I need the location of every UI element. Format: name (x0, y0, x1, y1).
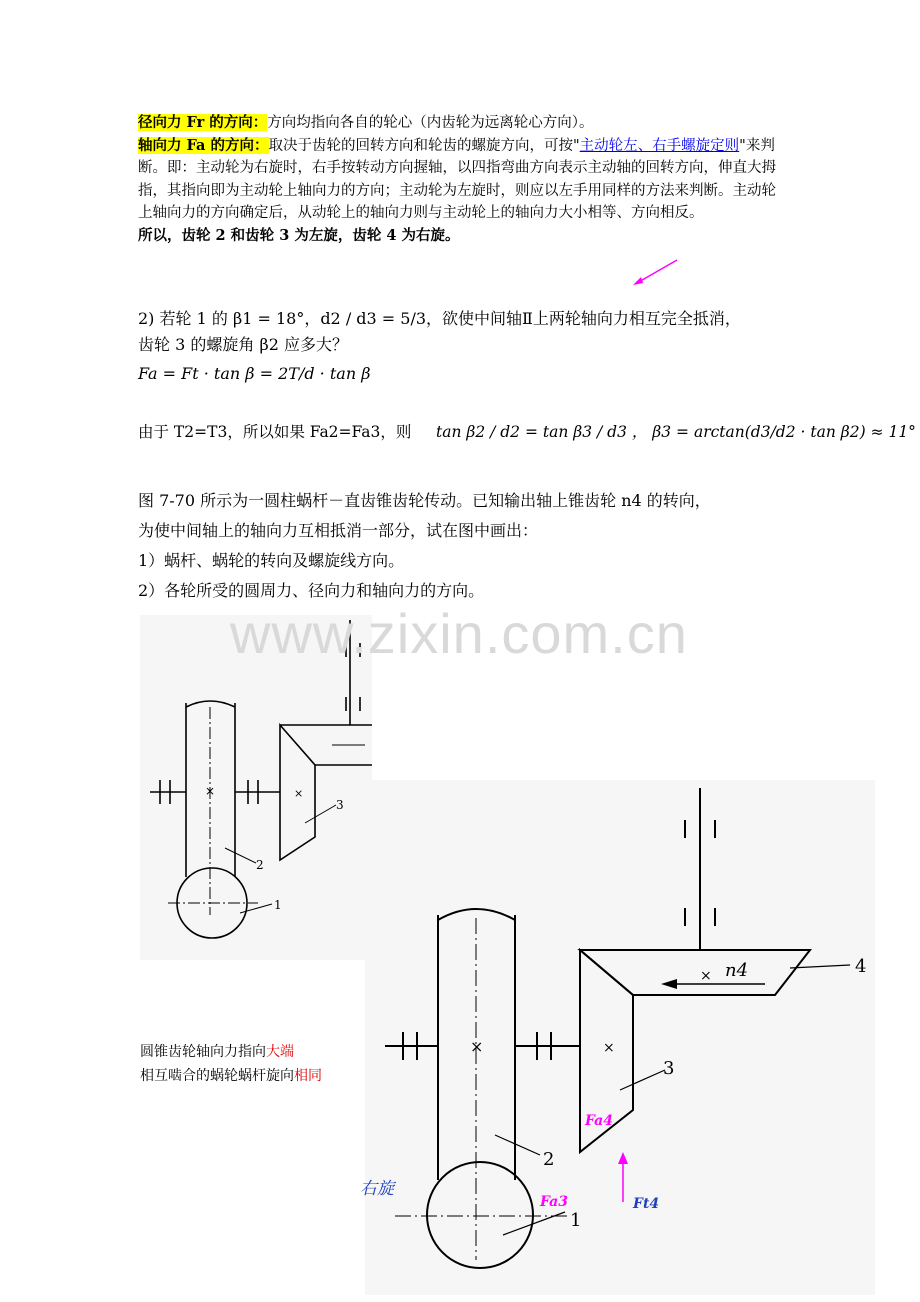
axial-force-text-2: "来判断。即：主动轮为右旋时，右手按转动方向握轴，以四指弯曲方向表示主动轴的回转方向，伸直大拇指，其指向即为主动轮上轴向力的方向；主动轮为左旋时，则应以左手用同样的方法来判断。主动轮上轴向力的方向确定后，从动轮上的轴向力则与主动轮上的轴向力大小相等、方向相反。 (138, 137, 776, 221)
cross-mark-3: × (603, 1040, 615, 1056)
problem-line-1: 图 7-70 所示为一圆柱蜗杆－直齿锥齿轮传动。已知输出轴上锥齿轮 n4 的转向， (138, 491, 711, 510)
problem-item-2: 2）各轮所受的圆周力、径向力和轴向力的方向。 (138, 581, 485, 600)
original-figure (140, 615, 372, 960)
annotated-figure (360, 780, 875, 1295)
balance-formula-equation: tan β2 / d2 = tan β3 / d3 ， β3 = arctan(d3/d2 · tan β2) ≈ 11° (435, 423, 916, 441)
fa4-label: Fa4 (585, 1113, 613, 1129)
small-label-1: 1 (274, 898, 282, 912)
question-2-line-2: 齿轮 3 的螺旋角 β2 应多大？ (138, 335, 348, 354)
note-big-end: 大端 (266, 1044, 294, 1060)
small-label-2: 2 (256, 858, 264, 872)
note-same: 相同 (294, 1068, 322, 1084)
note-line-1 (140, 1040, 322, 1064)
axial-force-text-1: 取决于齿轮的回转方向和轮齿的螺旋方向，可按" (268, 137, 580, 154)
note-line-2-text: 相互啮合的蜗轮蜗杆旋向 (140, 1068, 294, 1084)
balance-formula-prefix: 由于 T2=T3，所以如果 Fa2=Fa3，则 (138, 423, 412, 441)
note-line-2 (140, 1064, 322, 1088)
problem-line-2: 为使中间轴上的轴向力互相抵消一部分，试在图中画出： (138, 521, 539, 540)
radial-force-label: 径向力 Fr 的方向： (138, 114, 268, 131)
right-hand-label: 右旋 (360, 1179, 394, 1199)
conclusion-text: 所以，齿轮 2 和齿轮 3 为左旋，齿轮 4 为右旋。 (138, 226, 460, 244)
note (140, 1040, 322, 1088)
problem-statement (138, 486, 788, 606)
n4-speed-label: n4 (725, 960, 749, 981)
small-cross-label: × (205, 784, 216, 798)
ft4-label: Ft4 (633, 1196, 660, 1212)
cross-mark-4: × (700, 968, 712, 984)
label-3: 3 (663, 1058, 675, 1079)
small-cross-label-3: × (294, 787, 304, 800)
force-direction-section (138, 112, 788, 247)
axial-force-paragraph (138, 135, 788, 225)
axial-force-label: 轴向力 Fa 的方向： (138, 136, 269, 154)
watermark: www.zixin.com.cn (230, 602, 688, 665)
label-2: 2 (543, 1149, 555, 1170)
problem-item-1: 1）蜗杆、蜗轮的转向及螺旋线方向。 (138, 551, 405, 570)
fa3-label: Fa3 (540, 1194, 568, 1210)
annotated-figure-background (365, 780, 875, 1295)
radial-force-text: 方向均指向各自的轮心（内齿轮为远离轮心方向）。 (267, 115, 594, 131)
pointer-arrow-icon (625, 255, 685, 290)
cross-mark-2: × (470, 1037, 484, 1056)
label-4: 4 (855, 956, 867, 977)
question-2 (138, 306, 741, 358)
balance-formula (138, 420, 916, 442)
question-2-line-1: 2) 若轮 1 的 β1 = 18°，d2 / d3 = 5/3，欲使中间轴Ⅱ上两轮轴向力相互完全抵消， (138, 309, 741, 328)
radial-force-paragraph (138, 112, 788, 135)
axial-force-formula: Fa = Ft · tan β = 2T/d · tan β (138, 364, 371, 383)
note-line-1-text: 圆锥齿轮轴向力指向 (140, 1044, 266, 1060)
hand-rule-link[interactable]: 主动轮左、右手螺旋定则 (579, 137, 740, 154)
label-1: 1 (570, 1210, 582, 1231)
small-label-3: 3 (336, 798, 344, 812)
